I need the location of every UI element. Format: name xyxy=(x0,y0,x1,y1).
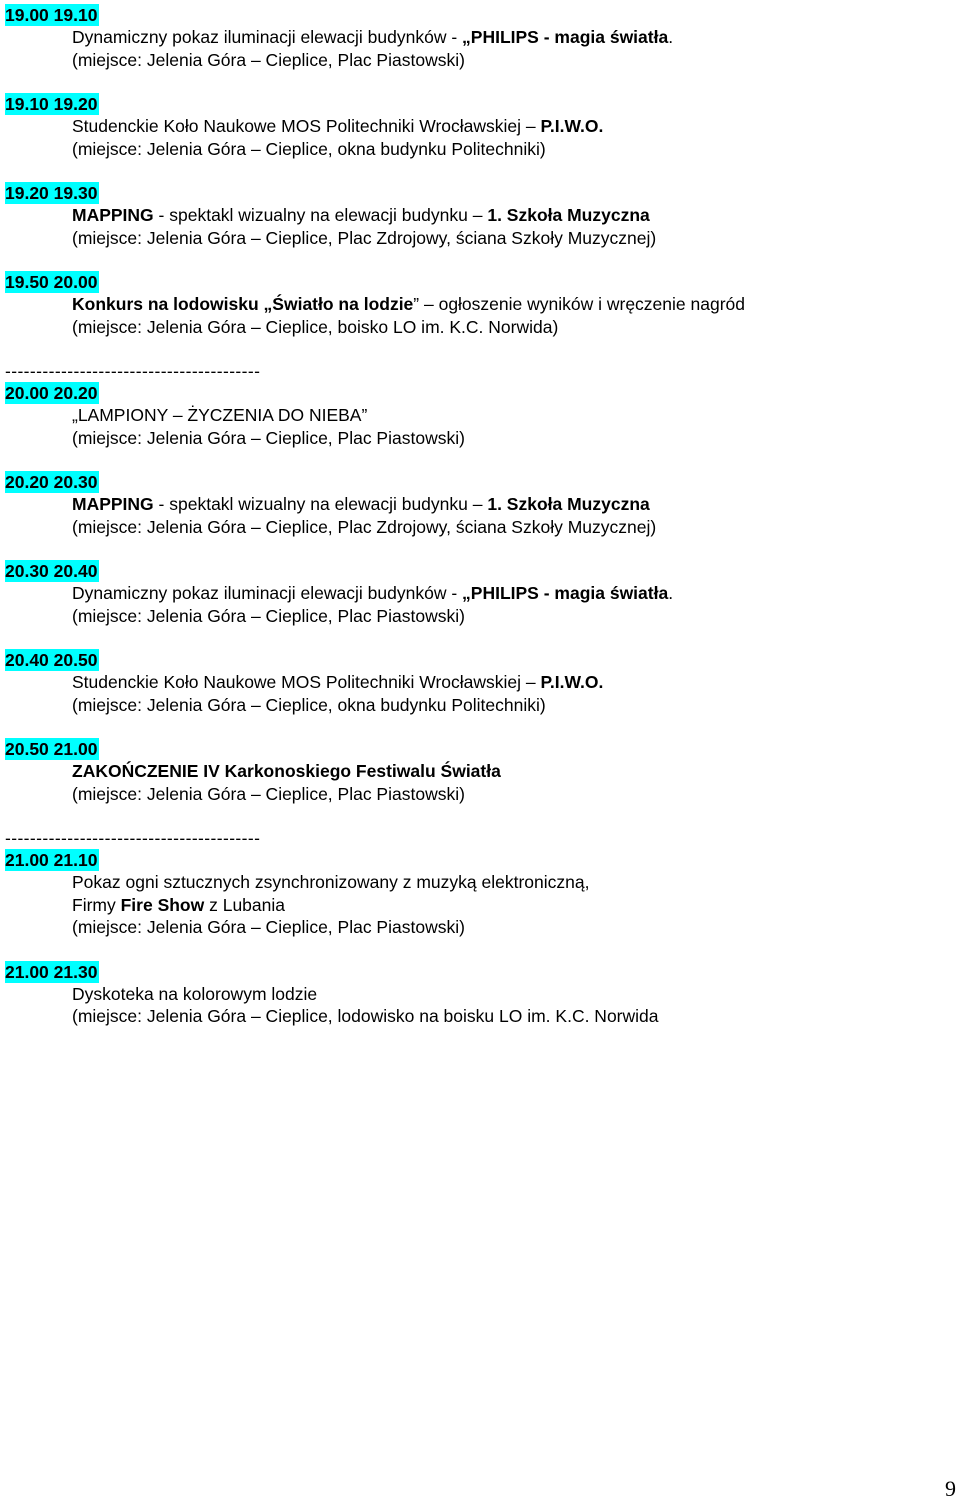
time-row xyxy=(5,182,945,204)
time-range: 19.20 19.30 xyxy=(5,183,98,203)
event-title xyxy=(5,204,945,227)
event-location: (miejsce: Jelenia Góra – Cieplice, Plac Piastowski) xyxy=(72,427,465,448)
time-range: 19.00 19.10 xyxy=(5,5,98,25)
event-title xyxy=(5,760,945,783)
schedule-item xyxy=(5,182,945,249)
event-location: (miejsce: Jelenia Góra – Cieplice, Plac Piastowski) xyxy=(72,49,465,70)
spacer xyxy=(5,71,945,93)
event-title xyxy=(5,582,945,605)
text-run: Firmy xyxy=(72,894,121,915)
text-run: . xyxy=(668,27,674,47)
text-run: „ xyxy=(72,405,78,425)
schedule-item xyxy=(5,560,945,627)
spacer xyxy=(5,627,945,649)
event-group-1 xyxy=(5,4,945,360)
time-range: 20.50 21.00 xyxy=(5,739,98,759)
text-run: Studenckie Koło Naukowe MOS Politechniki Wrocławskiej – xyxy=(72,672,541,692)
text-run: . xyxy=(668,583,674,603)
schedule-item xyxy=(5,849,945,939)
time-row xyxy=(5,560,945,582)
bold-text-run: MAPPING xyxy=(72,205,154,225)
text-run: - spektakl wizualny na elewacji budynku – xyxy=(153,205,488,225)
bold-text-run: „PHILIPS - magia światła xyxy=(462,27,669,47)
text-run: ” xyxy=(361,405,368,425)
event-location: (miejsce: Jelenia Góra – Cieplice, Plac Piastowski) xyxy=(72,917,465,937)
time-row xyxy=(5,471,945,493)
text-run: Dynamiczny pokaz iluminacji elewacji budynków - xyxy=(72,583,463,603)
time-range: 20.20 20.30 xyxy=(5,472,98,492)
separator-line: ----------------------------------------- xyxy=(5,828,261,848)
time-row xyxy=(5,961,945,983)
event-title xyxy=(5,871,945,894)
event-group-3 xyxy=(5,849,945,1028)
bold-text-run: MAPPING xyxy=(72,494,154,514)
spacer xyxy=(5,716,945,738)
time-range: 20.30 20.40 xyxy=(5,561,98,581)
bold-text-run: 1. Szkoła Muzyczna xyxy=(487,494,650,514)
time-row xyxy=(5,4,945,26)
event-location: (miejsce: Jelenia Góra – Cieplice, okna budynku Politechniki) xyxy=(72,694,546,715)
spacer xyxy=(5,249,945,271)
event-location: (miejsce: Jelenia Góra – Cieplice, Plac Piastowski) xyxy=(72,605,465,626)
time-range: 20.00 20.20 xyxy=(5,383,98,403)
spacer xyxy=(5,805,945,827)
time-row xyxy=(5,649,945,671)
text-run: ” – ogłoszenie wyników i wręczenie nagród xyxy=(413,294,745,314)
time-row xyxy=(5,382,945,404)
text-run: Dynamiczny pokaz iluminacji elewacji budynków - xyxy=(72,27,463,47)
bold-text-run: 1. Szkoła Muzyczna xyxy=(487,205,650,225)
event-title xyxy=(5,404,945,427)
schedule-item xyxy=(5,471,945,538)
document-page xyxy=(5,4,945,1028)
event-location: (miejsce: Jelenia Góra – Cieplice, okna budynku Politechniki) xyxy=(72,138,546,159)
bold-text-run: Fire Show xyxy=(120,894,205,915)
bold-text-run: „PHILIPS - magia światła xyxy=(462,583,669,603)
event-title xyxy=(5,293,945,316)
text-run: z Lubania xyxy=(204,894,285,915)
schedule-item xyxy=(5,738,945,805)
page-number: 9 xyxy=(945,1476,956,1501)
event-detail xyxy=(5,894,945,917)
spacer xyxy=(5,449,945,471)
text-run: Pokaz ogni sztucznych zsynchronizowany z muzyką elektroniczną, xyxy=(72,872,590,892)
event-title xyxy=(5,983,945,1006)
text-run: Dyskoteka na kolorowym lodzie xyxy=(72,983,318,1004)
event-title xyxy=(5,493,945,516)
event-location: (miejsce: Jelenia Góra – Cieplice, Plac Zdrojowy, ściana Szkoły Muzycznej) xyxy=(72,516,657,537)
time-range: 19.10 19.20 xyxy=(5,94,98,114)
bold-text-run: P.I.W.O. xyxy=(540,672,604,692)
bold-text-run: Konkurs na lodowisku „Światło na lodzie xyxy=(72,294,414,314)
time-row xyxy=(5,93,945,115)
bold-text-run: P.I.W.O. xyxy=(540,116,604,136)
event-title xyxy=(5,26,945,49)
schedule-item xyxy=(5,4,945,71)
time-row xyxy=(5,271,945,293)
time-row xyxy=(5,849,945,871)
time-range: 20.40 20.50 xyxy=(5,650,98,670)
spacer xyxy=(5,160,945,182)
schedule-item xyxy=(5,649,945,716)
time-row xyxy=(5,738,945,760)
text-run: LAMPIONY – ŻYCZENIA DO NIEBA xyxy=(77,405,362,425)
event-location: (miejsce: Jelenia Góra – Cieplice, Plac Zdrojowy, ściana Szkoły Muzycznej) xyxy=(72,227,657,248)
time-range: 21.00 21.30 xyxy=(5,961,98,982)
event-location: (miejsce: Jelenia Góra – Cieplice, boisko LO im. K.C. Norwida) xyxy=(72,316,559,337)
event-location: (miejsce: Jelenia Góra – Cieplice, lodowisko na boisku LO im. K.C. Norwida xyxy=(72,1006,659,1026)
schedule-item xyxy=(5,93,945,160)
spacer xyxy=(5,338,945,360)
schedule-item xyxy=(5,271,945,338)
spacer xyxy=(5,538,945,560)
bold-text-run: ZAKOŃCZENIE IV Karkonoskiego Festiwalu Światła xyxy=(72,761,501,781)
schedule-item xyxy=(5,961,945,1028)
time-range: 21.00 21.10 xyxy=(5,850,98,870)
text-run: Studenckie Koło Naukowe MOS Politechniki Wrocławskiej – xyxy=(72,116,541,136)
text-run: - spektakl wizualny na elewacji budynku – xyxy=(153,494,488,514)
schedule-item xyxy=(5,382,945,449)
time-range: 19.50 20.00 xyxy=(5,272,98,292)
event-title xyxy=(5,115,945,138)
event-group-2 xyxy=(5,382,945,827)
spacer xyxy=(5,939,945,961)
separator-line: ----------------------------------------- xyxy=(5,361,261,381)
event-title xyxy=(5,671,945,694)
event-location: (miejsce: Jelenia Góra – Cieplice, Plac Piastowski) xyxy=(72,783,465,804)
